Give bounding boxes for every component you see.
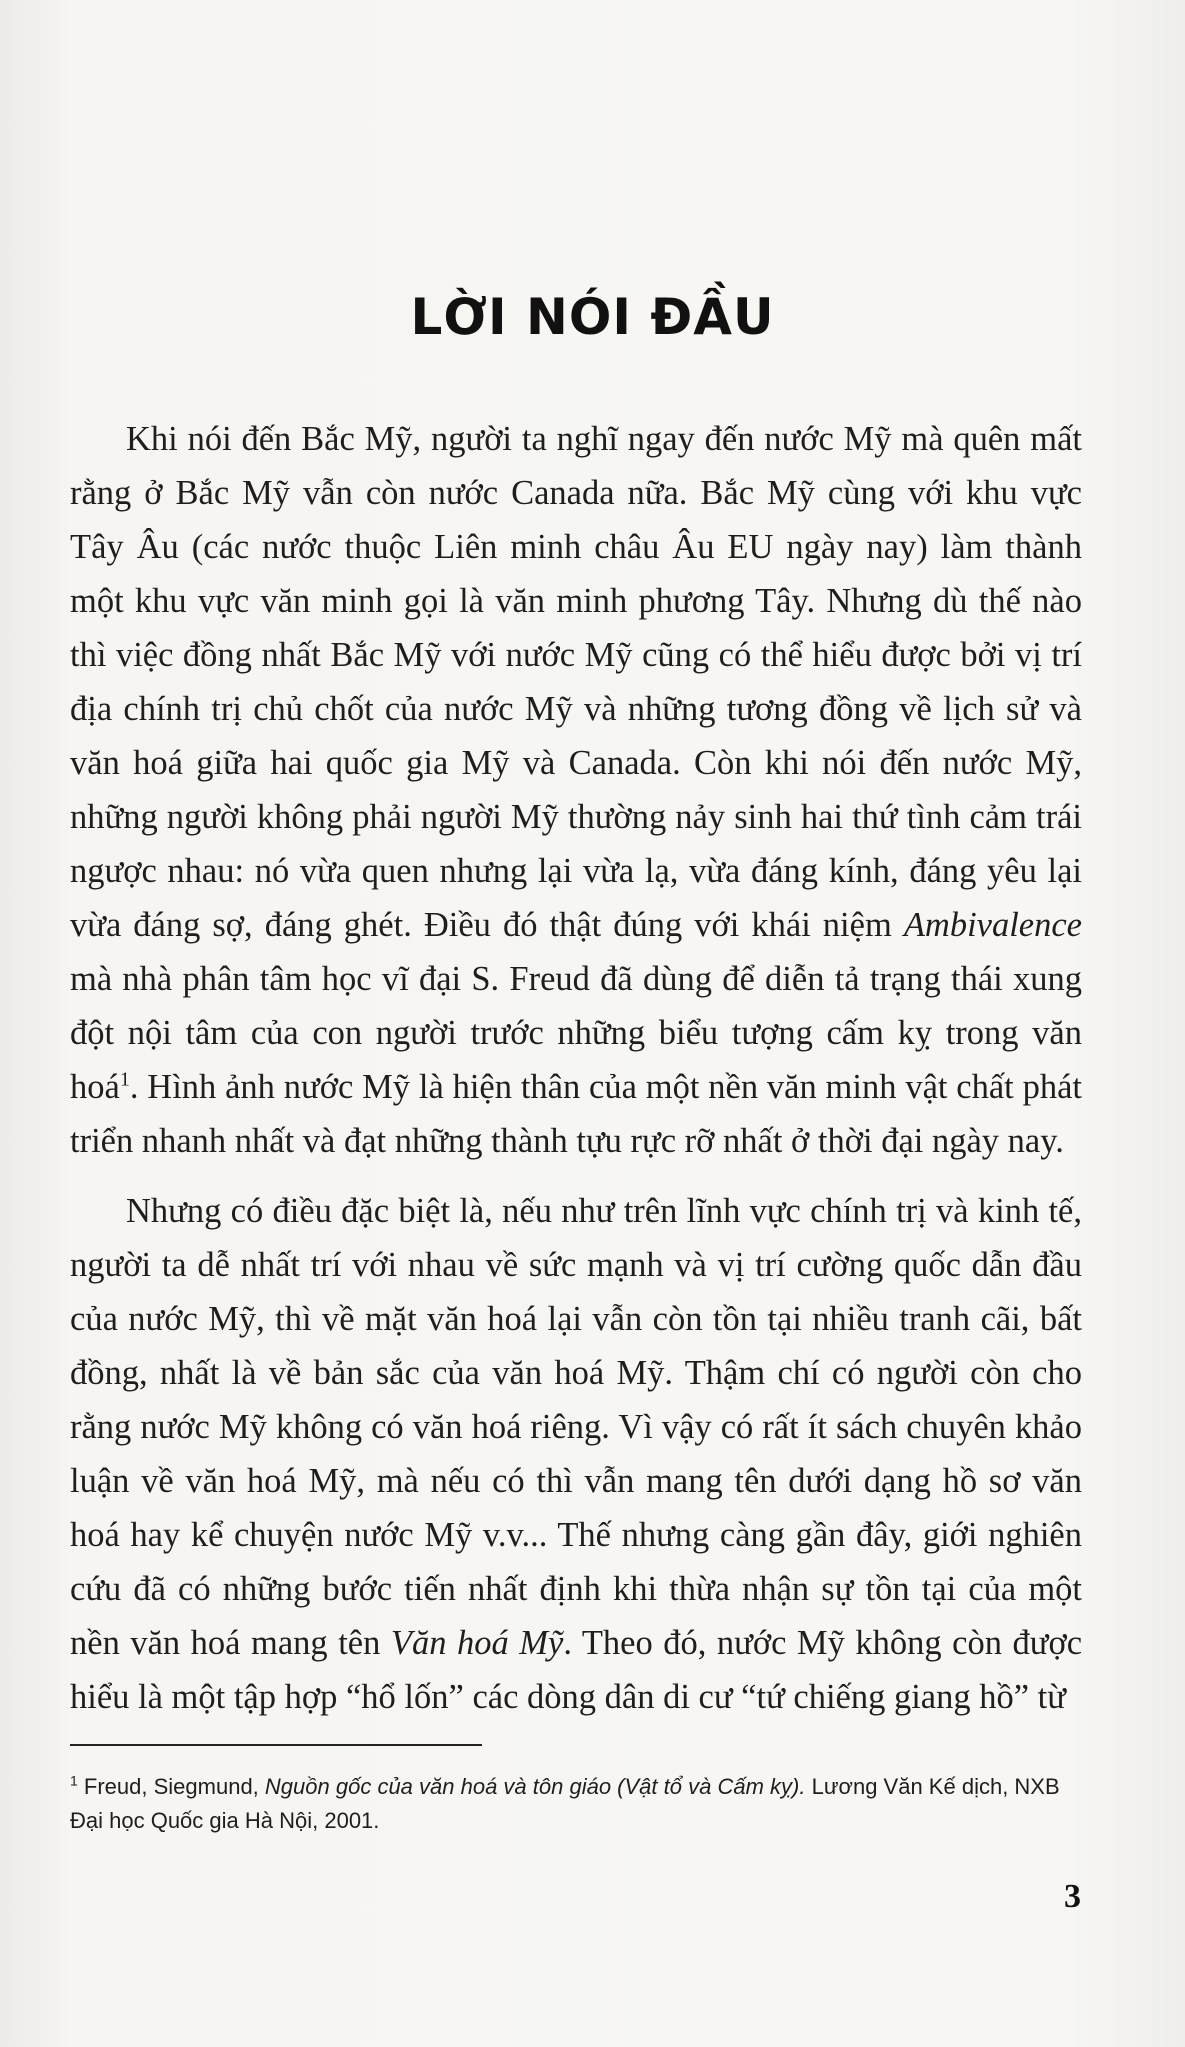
body-text	[70, 412, 1082, 1740]
page-title: LỜI NÓI ĐẦU	[410, 288, 775, 346]
footnote-marker: 1	[70, 1772, 78, 1789]
page-number: 3	[1064, 1878, 1081, 1915]
term-van-hoa-my: Văn hoá Mỹ	[390, 1624, 564, 1662]
footnote-divider	[70, 1744, 482, 1746]
paragraph-1-text-a: Khi nói đến Bắc Mỹ, người ta nghĩ ngay đến nước Mỹ mà quên mất rằng ở Bắc Mỹ vẫn còn nước Canada nữa. Bắc Mỹ cùng với khu vực Tây Âu (các nước thuộc Liên minh châu Âu EU ngày nay) làm thành một khu vực văn minh gọi là văn minh phương Tây. Nhưng dù thế nào thì việc đồng nhất Bắc Mỹ với nước Mỹ cũng có thể hiểu được bởi vị trí địa chính trị chủ chốt của nước Mỹ và những tương đồng về lịch sử và văn hoá giữa hai quốc gia Mỹ và Canada. Còn khi nói đến nước Mỹ, những người không phải người Mỹ thường nảy sinh hai thứ tình cảm trái ngược nhau: nó vừa quen nhưng lại vừa lạ, vừa đáng kính, đáng yêu lại vừa đáng sợ, đáng ghét. Điều đó thật đúng với khái niệm	[70, 420, 1082, 944]
footnote-reference: 1	[119, 1068, 130, 1091]
footnote	[70, 1770, 1082, 1838]
paragraph-2-text-b: . Theo đó, nước Mỹ không còn được hiểu là một tập hợp “hổ lốn” các dòng dân di cư “tứ chiếng giang hồ” từ	[70, 1624, 1083, 1716]
footnote-book-title: Nguồn gốc của văn hoá và tôn giáo (Vật tổ và Cấm kỵ).	[264, 1774, 806, 1799]
footnote-author: Freud, Siegmund,	[83, 1774, 259, 1799]
paragraph-1-text-b: mà nhà phân tâm học vĩ đại S. Freud đã dùng để diễn tả trạng thái xung đột nội tâm của con người trước những biểu tượng cấm kỵ trong văn hoá	[70, 960, 1082, 1106]
term-ambivalence: Ambivalence	[903, 906, 1082, 944]
paragraph-2-text-a: Nhưng có điều đặc biệt là, nếu như trên lĩnh vực chính trị và kinh tế, người ta dễ nhất trí với nhau về sức mạnh và vị trí cường quốc dẫn đầu của nước Mỹ, thì về mặt văn hoá lại vẫn còn tồn tại nhiều tranh cãi, bất đồng, nhất là về bản sắc của văn hoá Mỹ. Thậm chí có người còn cho rằng nước Mỹ không có văn hoá riêng. Vì vậy có rất ít sách chuyên khảo luận về văn hoá Mỹ, mà nếu có thì vẫn mang tên dưới dạng hồ sơ văn hoá hay kể chuyện nước Mỹ v.v... Thế nhưng càng gần đây, giới nghiên cứu đã có những bước tiến nhất định khi thừa nhận sự tồn tại của một nền văn hoá mang tên	[70, 1192, 1082, 1662]
paragraph-1	[70, 412, 1082, 1168]
paragraph-1-text-c: . Hình ảnh nước Mỹ là hiện thân của một nền văn minh vật chất phát triển nhanh nhất và đạt những thành tựu rực rỡ nhất ở thời đại ngày nay.	[70, 1068, 1082, 1160]
footnote-publication: Lương Văn Kế dịch, NXB Đại học Quốc gia Hà Nội, 2001.	[70, 1774, 1060, 1833]
paragraph-2	[70, 1184, 1082, 1724]
